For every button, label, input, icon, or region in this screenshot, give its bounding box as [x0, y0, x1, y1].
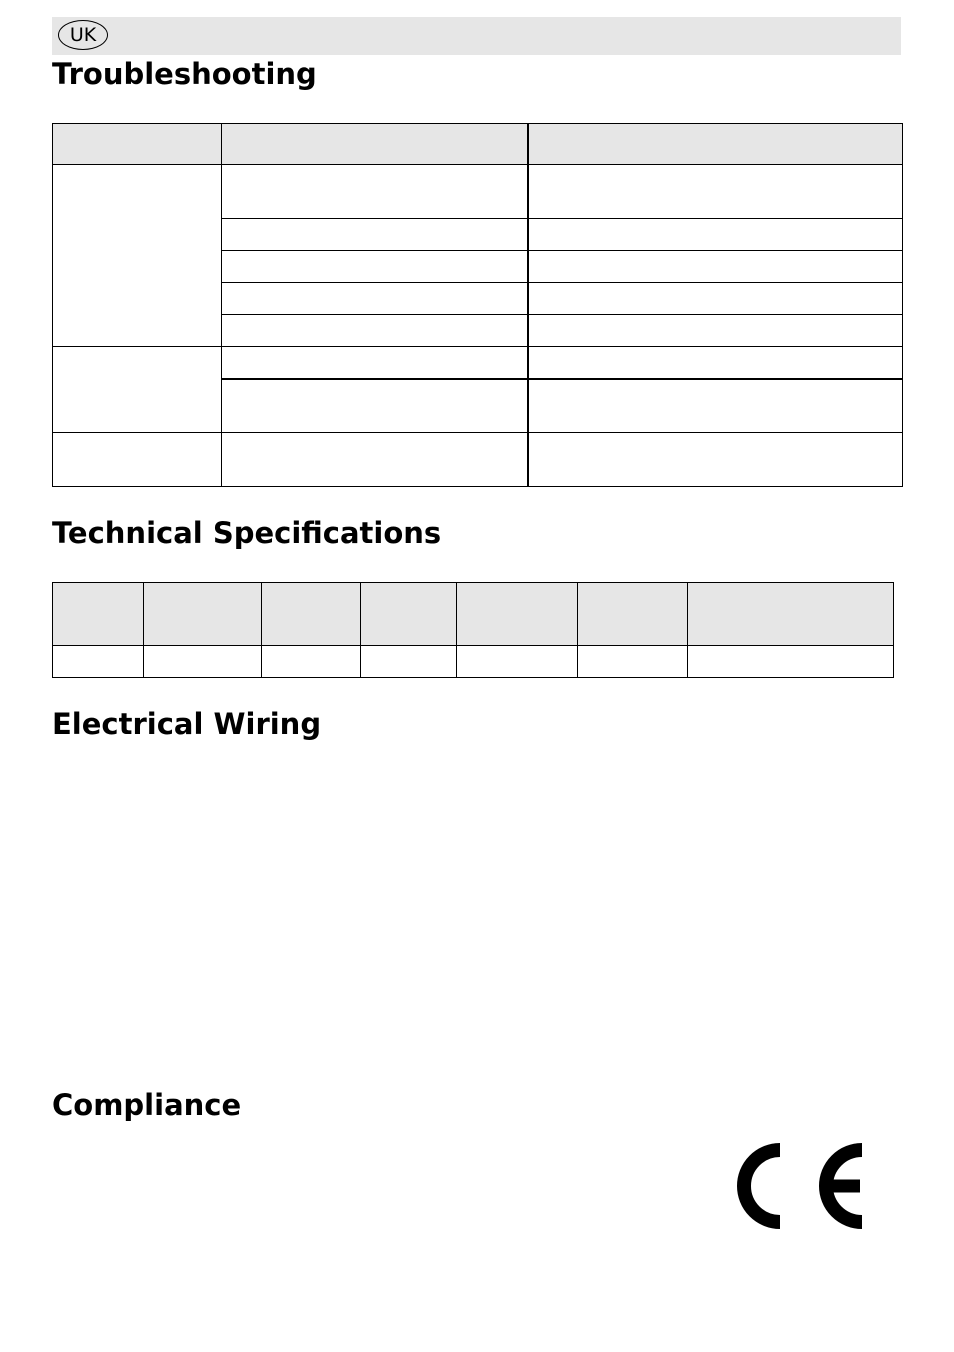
- table-header-cell: [53, 124, 222, 165]
- table-header-cell: [578, 583, 688, 646]
- table-header-row: [53, 583, 894, 646]
- table-cell: [578, 646, 688, 678]
- table-cell-cause: [222, 165, 528, 219]
- table-cell-problem: [53, 165, 222, 347]
- table-cell-cause: [222, 315, 528, 347]
- table-header-cell: [262, 583, 361, 646]
- table-cell-solution: [528, 219, 903, 251]
- table-cell: [53, 646, 144, 678]
- table-cell: [457, 646, 578, 678]
- table-cell-solution: [528, 347, 903, 379]
- table-cell-solution: [528, 433, 903, 487]
- ce-mark-c-shape: [744, 1150, 780, 1222]
- technical-specifications-table: [52, 582, 894, 678]
- table-header-row: [53, 124, 903, 165]
- table-cell: [688, 646, 894, 678]
- table-cell-cause: [222, 347, 528, 379]
- table-cell: [361, 646, 457, 678]
- ce-mark-e-bar: [822, 1180, 860, 1193]
- table-row: [53, 165, 903, 219]
- language-header-bar: [52, 17, 901, 55]
- table-cell-cause: [222, 433, 528, 487]
- table-row: [53, 347, 903, 379]
- table-cell-solution: [528, 315, 903, 347]
- section-title-compliance: Compliance: [52, 1088, 242, 1122]
- table-header-cell: [222, 124, 528, 165]
- table-cell-cause: [222, 251, 528, 283]
- table-cell-solution: [528, 283, 903, 315]
- language-badge-uk: [58, 20, 108, 50]
- section-title-electrical-wiring: Electrical Wiring: [52, 707, 322, 741]
- table-header-cell: [144, 583, 262, 646]
- language-badge-label: UK: [69, 23, 97, 46]
- table-cell-cause: [222, 283, 528, 315]
- table-cell-solution: [528, 251, 903, 283]
- table-cell-problem: [53, 347, 222, 433]
- table-header-cell: [457, 583, 578, 646]
- table-header-cell: [53, 583, 144, 646]
- table-header-cell: [528, 124, 903, 165]
- table-cell: [144, 646, 262, 678]
- table-header-cell: [361, 583, 457, 646]
- table-cell: [262, 646, 361, 678]
- table-cell-problem: [53, 433, 222, 487]
- table-header-cell: [688, 583, 894, 646]
- table-cell-cause: [222, 219, 528, 251]
- table-row: [53, 433, 903, 487]
- table-cell-solution: [528, 165, 903, 219]
- section-title-technical-specifications: Technical Specifications: [52, 516, 442, 550]
- troubleshooting-table: [52, 123, 903, 487]
- ce-mark-icon: [726, 1140, 866, 1232]
- table-cell-solution: [528, 379, 903, 433]
- table-cell-cause: [222, 379, 528, 433]
- table-row: [53, 646, 894, 678]
- section-title-troubleshooting: Troubleshooting: [52, 57, 317, 91]
